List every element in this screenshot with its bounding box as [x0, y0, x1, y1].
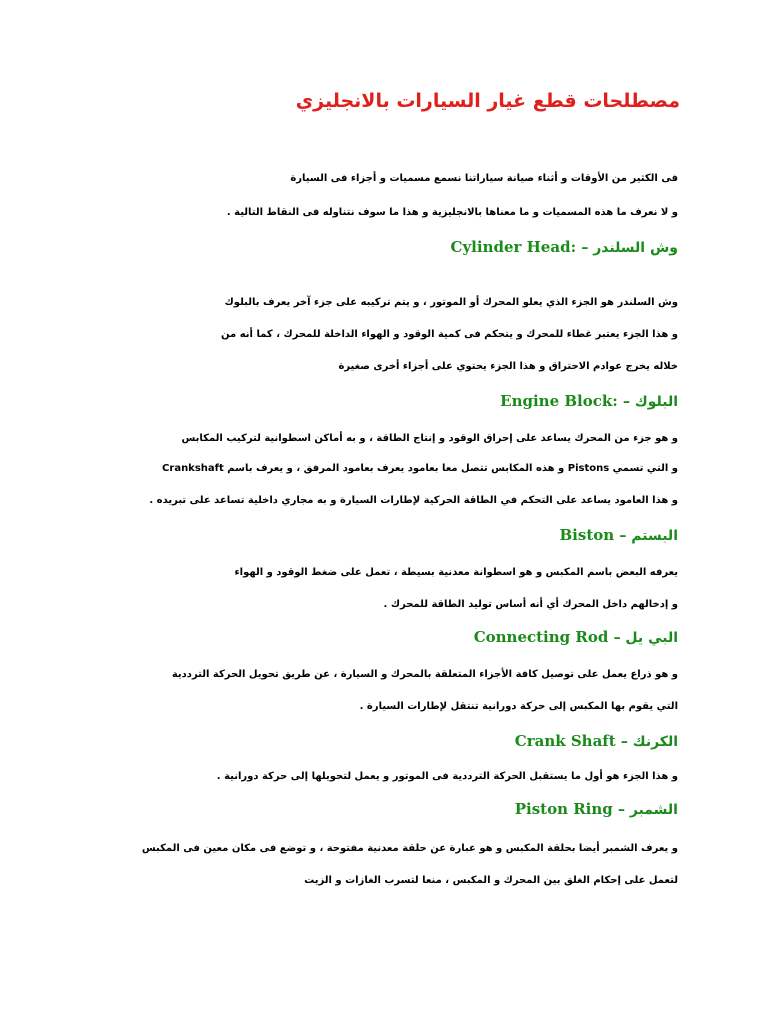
heading-english: Biston — [559, 526, 615, 544]
heading-arabic: الكرنك – — [620, 734, 678, 750]
heading-arabic: وش السلندر – — [581, 240, 678, 256]
section-heading-piston-ring — [515, 800, 678, 818]
heading-arabic: الشمبر – — [618, 802, 678, 818]
section-line: و إدخالهم داخل المحرك أي أنه أساس توليد الطاقة للمحرك . — [383, 599, 678, 610]
intro-line-1: فى الكثير من الأوقات و أثناء صيانة سياراتنا نسمع مسميات و أجزاء فى السيارة — [290, 173, 678, 184]
heading-arabic: البستم – — [619, 528, 678, 544]
section-heading-connecting-rod — [474, 628, 678, 646]
section-line: و هو جزء من المحرك يساعد على إحراق الوقود و إنتاج الطاقة ، و به أماكن اسطوانية لتركيب المكابس — [181, 433, 678, 444]
section-line: و هو ذراع يعمل على توصيل كافة الأجزاء المتعلقة بالمحرك و السيارة ، عن طريق تحويل الحركة الترددية — [171, 669, 678, 680]
heading-english: :Cylinder Head — [450, 238, 577, 256]
section-line: وش السلندر هو الجزء الذي يعلو المحرك أو الموتور ، و يتم تركيبه على جزء آخر يعرف بالبلوك — [224, 297, 678, 308]
heading-arabic: البلوك – — [623, 394, 678, 410]
section-heading-biston — [560, 526, 679, 544]
section-line: و هذا الجزء يعتبر غطاء للمحرك و يتحكم فى كمية الوقود و الهواء الداخلة للمحرك ، كما أنه من — [221, 329, 678, 340]
section-line: لتعمل على إحكام الغلق بين المحرك و المكبس ، منعا لتسرب الغازات و الزيت — [304, 875, 678, 886]
section-line: التي يقوم بها المكبس إلى حركة دورانية تنتقل لإطارات السيارة . — [359, 701, 678, 712]
heading-english: Piston Ring — [514, 800, 613, 818]
intro-line-2: و لا نعرف ما هذه المسميات و ما معناها بالانجليزية و هذا ما سوف نتناوله فى النقاط التالية . — [226, 207, 678, 218]
section-line: يعرفه البعض باسم المكبس و هو اسطوانة معدنية بسيطة ، تعمل على ضغط الوقود و الهواء — [234, 567, 678, 578]
heading-english: Crank Shaft — [514, 732, 616, 750]
section-heading-cylinder-head — [451, 238, 678, 256]
heading-arabic: البي يل – — [613, 630, 678, 646]
section-line: خلاله يخرج عوادم الاحتراق و هذا الجزء يحتوي على أجزاء أخرى صغيرة — [338, 361, 678, 372]
heading-english: Connecting Rod — [473, 628, 609, 646]
section-line: و هذا العامود يساعد على التحكم في الطاقة الحركية لإطارات السيارة و به مجاري داخلية تساعد على تبريده . — [149, 495, 678, 506]
section-heading-engine-block — [500, 392, 678, 410]
section-line: و هذا الجزء هو أول ما يستقبل الحركة الترددية فى الموتور و يعمل لتحويلها إلى حركة دورانية . — [216, 771, 678, 782]
section-heading-crank-shaft — [515, 732, 678, 750]
page-title: مصطلحات قطع غيار السيارات بالانجليزي — [295, 90, 680, 112]
heading-english: :Engine Block — [500, 392, 618, 410]
section-line: و يعرف الشمبر أيضا بحلقة المكبس و هو عبارة عن حلقة معدنية مفتوحة ، و توضع فى مكان معين فى المكبس — [141, 843, 678, 854]
section-line: و التي تسمي Pistons و هذه المكابس تتصل معا بعامود يعرف بعامود المرفق ، و يعرف باسم Crankshaft — [162, 463, 678, 474]
